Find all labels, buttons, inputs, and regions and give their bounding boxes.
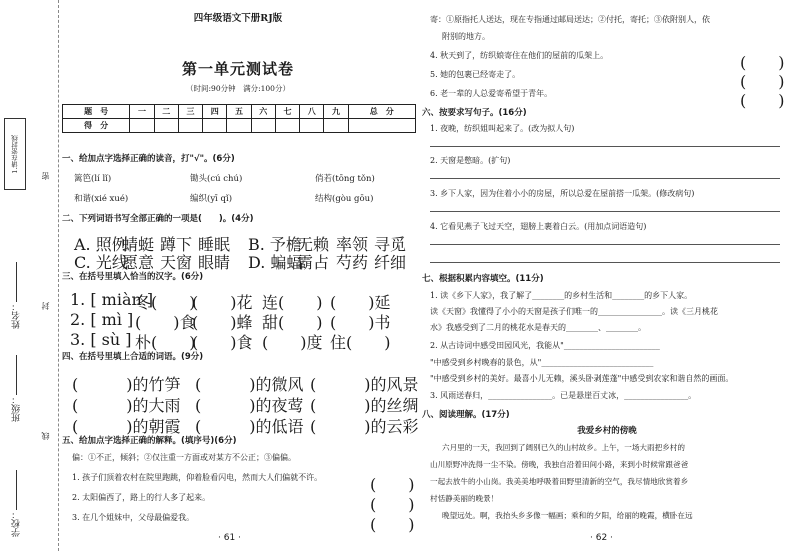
q7-title: 七、根据积累内容填空。(11分) (422, 274, 544, 284)
q5-answer-blank[interactable]: ( ) (740, 53, 785, 72)
page-number-right: · 62 · (590, 533, 613, 543)
answer-line[interactable] (430, 211, 780, 212)
q3-pinyin: 2. [ mì ] (70, 310, 134, 329)
q2-word: 芍药 (336, 253, 369, 272)
page-number-left: · 61 · (218, 533, 241, 543)
answer-line[interactable] (430, 146, 780, 147)
q1-item[interactable]: 俏若(tōng tǒn) (315, 174, 375, 184)
exam-meta: （时间:90分钟 满分:100分） (186, 84, 290, 93)
q3-pinyin: 1. [ miàn ] (70, 290, 154, 309)
instruction-text: 1.请在密封线 (10, 134, 19, 174)
q3-blank[interactable]: ( )书 (330, 313, 391, 332)
q4-blank[interactable]: ( )的微风 (195, 375, 304, 394)
passage-line: 山川原野冲洗得一尘不染。傍晚，我独自沿着田间小路，来到小时候常跟爸爸 (430, 460, 689, 469)
q3-blank[interactable]: 冬( ) (135, 293, 196, 312)
q3-blank[interactable]: 朴( ) (135, 333, 196, 352)
answer-line[interactable] (430, 244, 780, 245)
q7-line[interactable]: 3. 风雨送春归，________________。已是悬崖百丈冰，________________。 (430, 391, 697, 400)
q1-item[interactable]: 锄头(cú chú) (190, 174, 243, 184)
passage-line: 村恬静美丽的晚景！ (430, 494, 499, 503)
q2-word: C. 光线 (74, 253, 128, 272)
q6-title: 六、按要求写句子。(16分) (422, 108, 527, 118)
score-cell[interactable] (251, 119, 275, 133)
q3-blank[interactable]: ( )蜂 (192, 313, 253, 332)
q2-word: A. 照例 (74, 235, 128, 254)
score-cell[interactable] (203, 119, 227, 133)
q2-title: 二、下列词语书写全部正确的一项是( )。(4分) (62, 214, 254, 224)
score-header-row: 题 号 一 二 三 四 五 六 七 八 九 总 分 (63, 105, 416, 119)
q4-blank[interactable]: ( )的朝霞 (72, 417, 181, 436)
score-cell[interactable] (275, 119, 299, 133)
q4-title: 四、在括号里填上合适的词语。(9分) (62, 352, 204, 362)
q4-blank[interactable]: ( )的丝绸 (310, 396, 419, 415)
name-field[interactable]: 姓名： (10, 262, 23, 329)
passage-line: 六月里的一天，我回到了阔别已久的山村故乡。上午，一场大雨把乡村的 (442, 443, 685, 452)
q6-item: 1. 夜晚，纺织姐叫起来了。(改为拟人句) (430, 124, 575, 133)
q1-item[interactable]: 编织(yī qǐ) (190, 194, 233, 204)
seal-word-1: 密 (41, 172, 50, 180)
score-cell[interactable] (154, 119, 178, 133)
q2-word: 纤细 (374, 253, 407, 272)
binding-strip (0, 0, 59, 551)
passage-title: 我爱乡村的傍晚 (577, 426, 637, 436)
q5-definition: 偏：①不正，倾斜；②仅注重一方面或对某方不公正；③偏偏。 (72, 453, 296, 462)
q5-answer-blank[interactable]: ( ) (740, 91, 785, 110)
q7-line[interactable]: 读《天窗》我懂得了小小的天窗是孩子们唯一的________________。读《三月桃花 (430, 307, 718, 316)
q2-word: 睡眠 (198, 235, 231, 254)
q5-definition-cont: 附别的地方。 (442, 32, 490, 41)
q2-word: 蜻蜓 (122, 235, 155, 254)
q5-answer-blank[interactable]: ( ) (370, 495, 415, 514)
right-page (420, 0, 794, 551)
q8-title: 八、阅读理解。(17分) (422, 410, 510, 420)
q1-item[interactable]: 和谐(xié xué) (74, 194, 129, 204)
q5-item: 6. 老一辈的人总爱寄希望于青年。 (430, 89, 553, 98)
instruction-box (4, 118, 26, 190)
q1-item[interactable]: 结构(gòu gōu) (315, 194, 374, 204)
q2-word: 霸占 (297, 253, 330, 272)
q3-title: 三、在括号里填入恰当的汉字。(6分) (62, 272, 204, 282)
q2-word: D. 蝙蝠 (248, 253, 303, 272)
passage-line: 一起去放牛的小山岗。我美美地呼吸着田野里清新的空气，我尽情地欣赏着乡 (430, 477, 689, 486)
q1-item[interactable]: 篱笆(lí lǐ) (74, 174, 112, 184)
score-cell[interactable] (227, 119, 251, 133)
page-title: 第一单元测试卷 (181, 60, 294, 78)
school-field[interactable]: 学校： (10, 470, 23, 537)
q2-word: 蹲下 (160, 235, 193, 254)
q3-blank[interactable]: 住( ) (330, 333, 391, 352)
score-cell[interactable] (348, 119, 415, 133)
q2-word: 率领 (336, 235, 369, 254)
q3-blank[interactable]: 甜( ) (262, 313, 323, 332)
q5-item: 4. 秋天到了，纺织娘寄住在他们的屋前的瓜架上。 (430, 51, 609, 60)
seal-word-3: 线 (41, 432, 50, 440)
score-input-row: 得 分 (63, 119, 416, 133)
q2-word: 天窗 (160, 253, 193, 272)
q3-blank[interactable]: ( )花 (192, 293, 253, 312)
q6-item: 3. 乡下人家，因为住着小小的房屋，所以总爱在屋前搭一瓜架。(修改病句) (430, 189, 695, 198)
score-cell[interactable] (130, 119, 154, 133)
q4-blank[interactable]: ( )的低语 (195, 417, 304, 436)
q7-line[interactable]: 1. 读《乡下人家》，我了解了________的乡村生活和________的乡下人家。 (430, 291, 693, 300)
q2-word: B. 予檐 (248, 235, 302, 254)
q2-word: 眼睛 (198, 253, 231, 272)
q4-blank[interactable]: ( )的风景 (310, 375, 419, 394)
q5-answer-blank[interactable]: ( ) (370, 475, 415, 494)
q4-blank[interactable]: ( )的大雨 (72, 396, 181, 415)
q3-blank[interactable]: 连( ) (262, 293, 323, 312)
q5-answer-blank[interactable]: ( ) (740, 72, 785, 91)
q5-definition-cont: 寄：①原指托人送达，现在专指通过邮局送达；②付托，寄托；③依附别人，依 (430, 15, 710, 24)
q2-word: 愿意 (122, 253, 155, 272)
series-title: 四年级语文下册RJ版 (193, 13, 283, 24)
q5-item: 2. 太阳偏西了，路上的行人多了起来。 (72, 493, 211, 502)
q5-item: 3. 在几个姐妹中，父母最偏爱我。 (72, 513, 195, 522)
score-cell[interactable] (324, 119, 348, 133)
q5-item: 5. 她的包裹已经寄走了。 (430, 70, 521, 79)
score-table (62, 104, 416, 133)
score-cell[interactable] (300, 119, 324, 133)
q5-item: 1. 孩子们顶着农村在院里跑跳，仰着脸看闪电，然而大人们偏就不许。 (72, 473, 323, 482)
q4-blank[interactable]: ( )的竹笋 (72, 375, 181, 394)
q3-blank[interactable]: ( )延 (330, 293, 391, 312)
q7-line[interactable]: "中感受到乡村的美好。最喜小儿无赖，溪头卧剥莲蓬"中感受到农家和谐自然的画面。 (430, 374, 734, 383)
q7-line[interactable]: 2. 从古诗词中感受田园风光，我能从"________________________ (430, 341, 660, 350)
q5-title: 五、给加点字选择正确的解释。(填序号)(6分) (62, 436, 237, 446)
q1-title: 一、给加点字选择正确的读音，打"√"。(6分) (62, 154, 235, 164)
answer-line[interactable] (430, 178, 780, 179)
q6-item: 4. 它看见燕子飞过天空，翅膀上裹着白云。(用加点词语造句) (430, 222, 647, 231)
score-cell[interactable] (178, 119, 202, 133)
seal-word-2: 封 (41, 302, 50, 310)
q3-blank[interactable]: ( )度 (262, 333, 323, 352)
q2-word: 寻觅 (374, 235, 407, 254)
q2-word: 无赖 (297, 235, 330, 254)
q4-blank[interactable]: ( )的云彩 (310, 417, 419, 436)
q3-pinyin: 3. [ sù ] (70, 330, 132, 349)
passage-line: 晚望远处。啊，我抬头乡多像一幅画；乘和的夕阳，给丽的晚霞，横卧在远 (442, 511, 693, 520)
q5-answer-blank[interactable]: ( ) (370, 515, 415, 534)
q7-line[interactable]: "中感受到乡村晚春的景色，从"____________________________ (430, 358, 654, 367)
q3-blank[interactable]: ( )食 (192, 333, 253, 352)
q3-blank[interactable]: ( )食 (135, 313, 196, 332)
class-field[interactable]: 班级： (10, 355, 23, 422)
q6-item: 2. 天窗是憋暗。(扩句) (430, 156, 511, 165)
q7-line[interactable]: 水》我感受到了二月的桃花水是春天的________、________。 (430, 323, 646, 332)
answer-line[interactable] (430, 262, 780, 263)
q4-blank[interactable]: ( )的夜莺 (195, 396, 304, 415)
